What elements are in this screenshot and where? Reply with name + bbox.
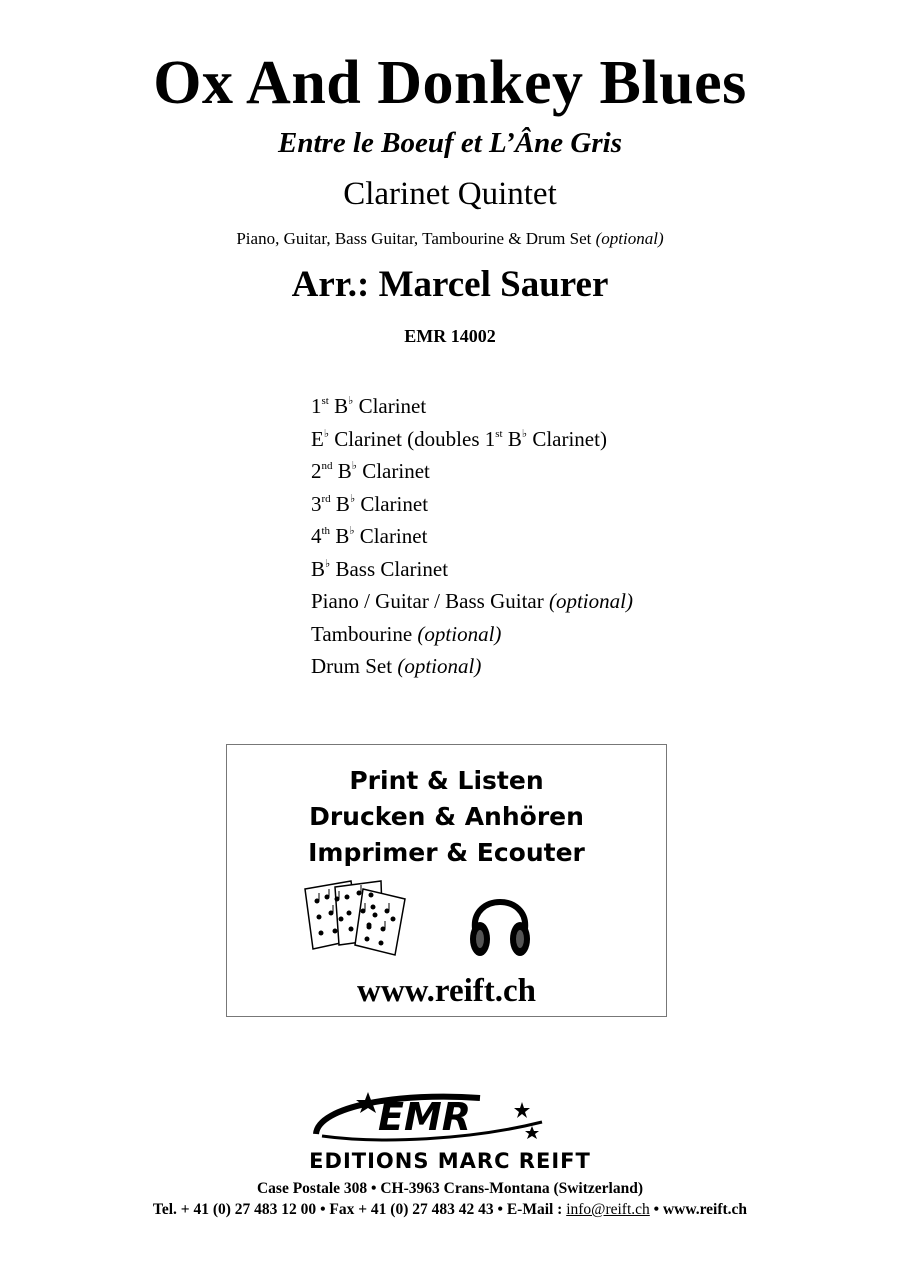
- publisher-address: Case Postale 308 • CH-3963 Crans-Montana (Switzerland): [256, 1180, 643, 1197]
- flat-icon: ♭: [323, 427, 330, 440]
- flat-icon: ♭: [348, 395, 354, 407]
- score-subtitle: Entre le Boeuf et L’Âne Gris: [278, 127, 622, 159]
- flat-icon: ♭: [325, 557, 331, 570]
- score-title: Ox And Donkey Blues: [153, 49, 747, 117]
- flat-icon: ♭: [351, 460, 357, 472]
- part-item: Piano / Guitar / Bass Guitar (optional): [311, 589, 633, 613]
- website-link[interactable]: www.reift.ch: [662, 1201, 748, 1218]
- part-item: E♭ Clarinet (doubles 1st B♭ Clarinet): [311, 426, 607, 451]
- publisher-contact: Tel. + 41 (0) 27 483 12 00 • Fax + 41 (0) 27 483 42 43 • E-Mail : info@reift.ch • www.reift.ch: [152, 1201, 748, 1218]
- ensemble-label: Clarinet Quintet: [343, 176, 557, 212]
- promo-website[interactable]: www.reift.ch: [356, 973, 537, 1009]
- part-item: 4th B♭ Clarinet: [311, 524, 428, 548]
- part-item: 2nd B♭ Clarinet: [311, 459, 430, 483]
- part-item: B♭ Bass Clarinet: [311, 556, 449, 581]
- promo-heading: Print & Listen Drucken & Anhören Imprimer & Ecouter: [308, 766, 585, 867]
- flat-icon: ♭: [521, 427, 528, 440]
- flat-icon: ♭: [349, 525, 355, 537]
- publisher-tel: Tel. + 41 (0) 27 483 12 00: [152, 1201, 317, 1218]
- instrumentation-optional-note: (optional): [595, 229, 664, 248]
- part-item: Drum Set (optional): [311, 654, 482, 678]
- part-item: Tambourine (optional): [311, 621, 502, 646]
- emr-logo: [310, 1088, 550, 1148]
- publisher-fax: Fax + 41 (0) 27 483 42 43: [329, 1201, 494, 1218]
- instrumentation-text: Piano, Guitar, Bass Guitar, Tambourine & Drum Set: [236, 229, 592, 248]
- parts-list: [311, 390, 633, 683]
- instrumentation-line: [0, 229, 900, 249]
- arranger-credit: Arr.: Marcel Saurer: [291, 264, 609, 305]
- headphones-icon: [465, 881, 535, 961]
- email-label: E-Mail :: [506, 1201, 563, 1218]
- publisher-name: EDITIONS MARC REIFT: [309, 1149, 591, 1173]
- sheet-music-icon: [299, 877, 411, 957]
- email-link[interactable]: info@reift.ch: [566, 1201, 650, 1218]
- part-item: 3rd B♭ Clarinet: [311, 491, 429, 516]
- catalog-number: EMR 14002: [404, 326, 496, 346]
- part-item: 1st B♭ Clarinet: [311, 394, 427, 418]
- flat-icon: ♭: [349, 492, 356, 505]
- print-listen-box: [226, 744, 667, 1017]
- logo-text: EMR: [378, 1095, 472, 1139]
